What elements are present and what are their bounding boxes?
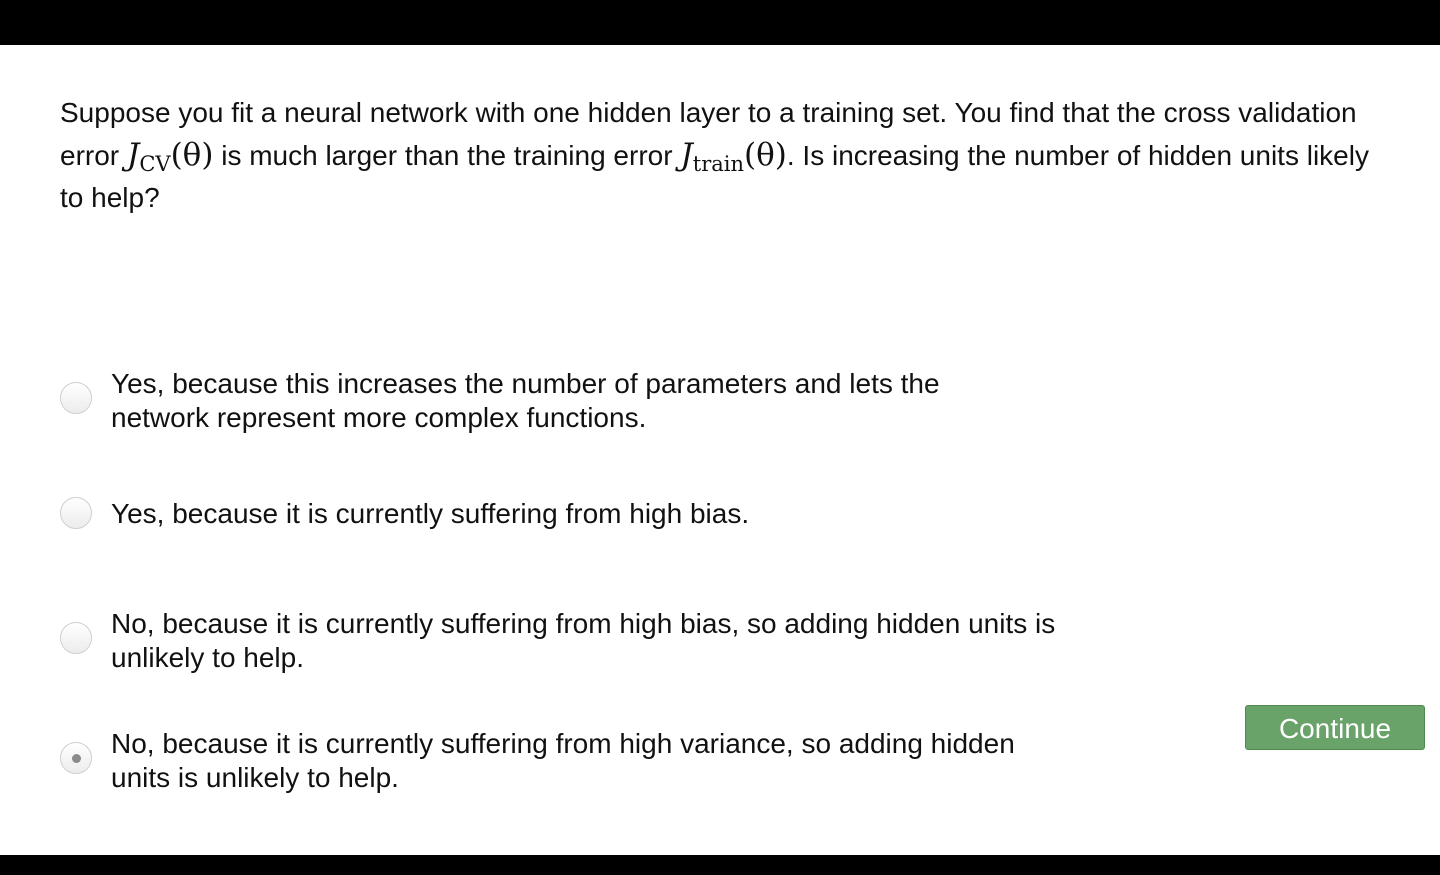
jcv-formula <box>126 137 214 176</box>
jcv-symbol: J <box>126 137 140 173</box>
answer-option-label: Yes, because it is currently suffering from high bias. <box>111 498 750 529</box>
jtrain-subscript: train <box>692 152 745 176</box>
radio-button[interactable] <box>60 382 92 414</box>
question-text <box>60 92 1390 219</box>
jtrain-symbol: J <box>680 137 693 173</box>
answer-option-label: No, because it is currently suffering from high variance, so adding hidden units is unlikely to help. <box>111 728 1015 793</box>
answer-option-label: No, because it is currently suffering from high bias, so adding hidden units is unlikely to help. <box>111 608 1056 673</box>
radio-button-selected[interactable] <box>60 742 92 774</box>
question-part-3: . Is increasing the number of hidden units likely to help? <box>60 140 1369 213</box>
bottom-bar <box>0 855 1440 875</box>
question-part-1: Suppose you fit a neural network with one hidden layer to a training set. You find that the cross validation error <box>60 97 1357 171</box>
answer-option-label: Yes, because this increases the number of parameters and lets the network represent more complex functions. <box>111 368 940 433</box>
jtrain-formula <box>680 137 787 176</box>
radio-button[interactable] <box>60 497 92 529</box>
jcv-argument: (θ) <box>170 137 214 173</box>
radio-button[interactable] <box>60 622 92 654</box>
jtrain-argument: (θ) <box>744 137 787 173</box>
question-part-2: is much larger than the training error <box>213 140 681 171</box>
top-bar <box>0 0 1440 45</box>
continue-button[interactable]: Continue <box>1245 705 1425 750</box>
jcv-subscript: CV <box>139 152 171 176</box>
